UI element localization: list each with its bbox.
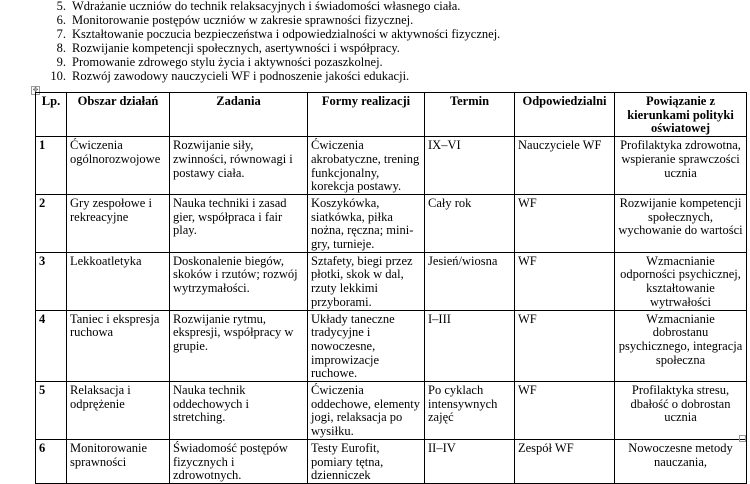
- cell-forms: Testy Eurofit, pomiary tętna, dzienniczek: [308, 439, 425, 483]
- cell-policy: Nowoczesne metody nauczania,: [615, 439, 747, 483]
- table-move-handle-icon[interactable]: ✥: [32, 86, 39, 94]
- list-item: 6. Monitorowanie postępów uczniów w zakresie sprawności fizycznej.: [56, 12, 414, 27]
- table-row: [36, 382, 747, 440]
- cell-tasks: Świadomość postępów fizycznych i zdrowotnych.: [170, 439, 308, 483]
- cell-lp: 3: [36, 252, 67, 310]
- cell-responsible: Nauczyciele WF: [515, 137, 615, 195]
- cell-forms: Ćwiczenia oddechowe, elementy jogi, relaksacja po wysiłku.: [308, 382, 425, 440]
- cell-lp: 1: [36, 137, 67, 195]
- cell-tasks: Rozwijanie siły, zwinności, równowagi i postawy ciała.: [170, 137, 308, 195]
- header-tasks: Zadania: [170, 93, 308, 137]
- cell-policy: Rozwijanie kompetencji społecznych, wychowanie do wartości: [615, 194, 747, 252]
- header-responsible: Odpowiedzialni: [515, 93, 615, 137]
- cell-lp: 6: [36, 439, 67, 483]
- table-row: [36, 252, 747, 310]
- cell-term: IX–VI: [425, 137, 515, 195]
- cell-forms: Układy taneczne tradycyjne i nowoczesne, improwizacje ruchowe.: [308, 310, 425, 382]
- cell-lp: 5: [36, 382, 67, 440]
- header-area: Obszar działań: [67, 93, 170, 137]
- cell-responsible: WF: [515, 310, 615, 382]
- table-resize-handle[interactable]: [739, 435, 746, 442]
- table-row: [36, 194, 747, 252]
- cell-tasks: Nauka technik oddechowych i stretching.: [170, 382, 308, 440]
- table-header-row: [36, 93, 747, 137]
- cell-forms: Koszykówka, siatkówka, piłka nożna, ręczna; mini-gry, turnieje.: [308, 194, 425, 252]
- cell-forms: Sztafety, biegi przez płotki, skok w dal, rzuty lekkimi przyborami.: [308, 252, 425, 310]
- header-policy: Powiązanie z kierunkami polityki oświatowej: [615, 93, 747, 137]
- cell-forms: Ćwiczenia akrobatyczne, trening funkcjonalny, korekcja postawy.: [308, 137, 425, 195]
- cell-area: Relaksacja i odprężenie: [67, 382, 170, 440]
- cell-area: Taniec i ekspresja ruchowa: [67, 310, 170, 382]
- cell-responsible: Zespół WF: [515, 439, 615, 483]
- cell-tasks: Rozwijanie rytmu, ekspresji, współpracy w grupie.: [170, 310, 308, 382]
- cell-term: Cały rok: [425, 194, 515, 252]
- cell-area: Lekkoatletyka: [67, 252, 170, 310]
- table-row: [36, 439, 747, 483]
- cell-term: I–III: [425, 310, 515, 382]
- list-item: 7. Kształtowanie poczucia bezpieczeństwa i odpowiedzialności w aktywności fizycznej.: [56, 26, 501, 41]
- cell-area: Monitorowanie sprawności: [67, 439, 170, 483]
- cell-policy: Profilaktyka zdrowotna, wspieranie sprawczości ucznia: [615, 137, 747, 195]
- list-item: 10. Rozwój zawodowy nauczycieli WF i podnoszenie jakości edukacji.: [50, 68, 410, 83]
- list-item: 9. Promowanie zdrowego stylu życia i aktywności pozaszkolnej.: [56, 54, 383, 69]
- cell-responsible: WF: [515, 382, 615, 440]
- header-lp: Lp.: [36, 93, 67, 137]
- cell-tasks: Nauka techniki i zasad gier, współpraca i fair play.: [170, 194, 308, 252]
- objectives-list: [38, 0, 500, 83]
- list-item: 8. Rozwijanie kompetencji społecznych, asertywności i współpracy.: [56, 40, 400, 55]
- cell-policy: Profilaktyka stresu, dbałość o dobrostan ucznia: [615, 382, 747, 440]
- header-forms: Formy realizacji: [308, 93, 425, 137]
- table-row: [36, 137, 747, 195]
- cell-term: Po cyklach intensywnych zajęć: [425, 382, 515, 440]
- list-item: 5. Wdrażanie uczniów do technik relaksacyjnych i świadomości własnego ciała.: [56, 0, 461, 13]
- cell-lp: 4: [36, 310, 67, 382]
- cell-policy: Wzmacnianie odporności psychicznej, kształtowanie wytrwałości: [615, 252, 747, 310]
- cell-area: Gry zespołowe i rekreacyjne: [67, 194, 170, 252]
- activity-plan-table: [35, 92, 747, 484]
- cell-policy: Wzmacnianie dobrostanu psychicznego, integracja społeczna: [615, 310, 747, 382]
- header-term: Termin: [425, 93, 515, 137]
- cell-responsible: WF: [515, 194, 615, 252]
- cell-area: Ćwiczenia ogólnorozwojowe: [67, 137, 170, 195]
- table-row: [36, 310, 747, 382]
- cell-term: II–IV: [425, 439, 515, 483]
- cell-tasks: Doskonalenie biegów, skoków i rzutów; rozwój wytrzymałości.: [170, 252, 308, 310]
- cell-lp: 2: [36, 194, 67, 252]
- cell-term: Jesień/wiosna: [425, 252, 515, 310]
- cell-responsible: WF: [515, 252, 615, 310]
